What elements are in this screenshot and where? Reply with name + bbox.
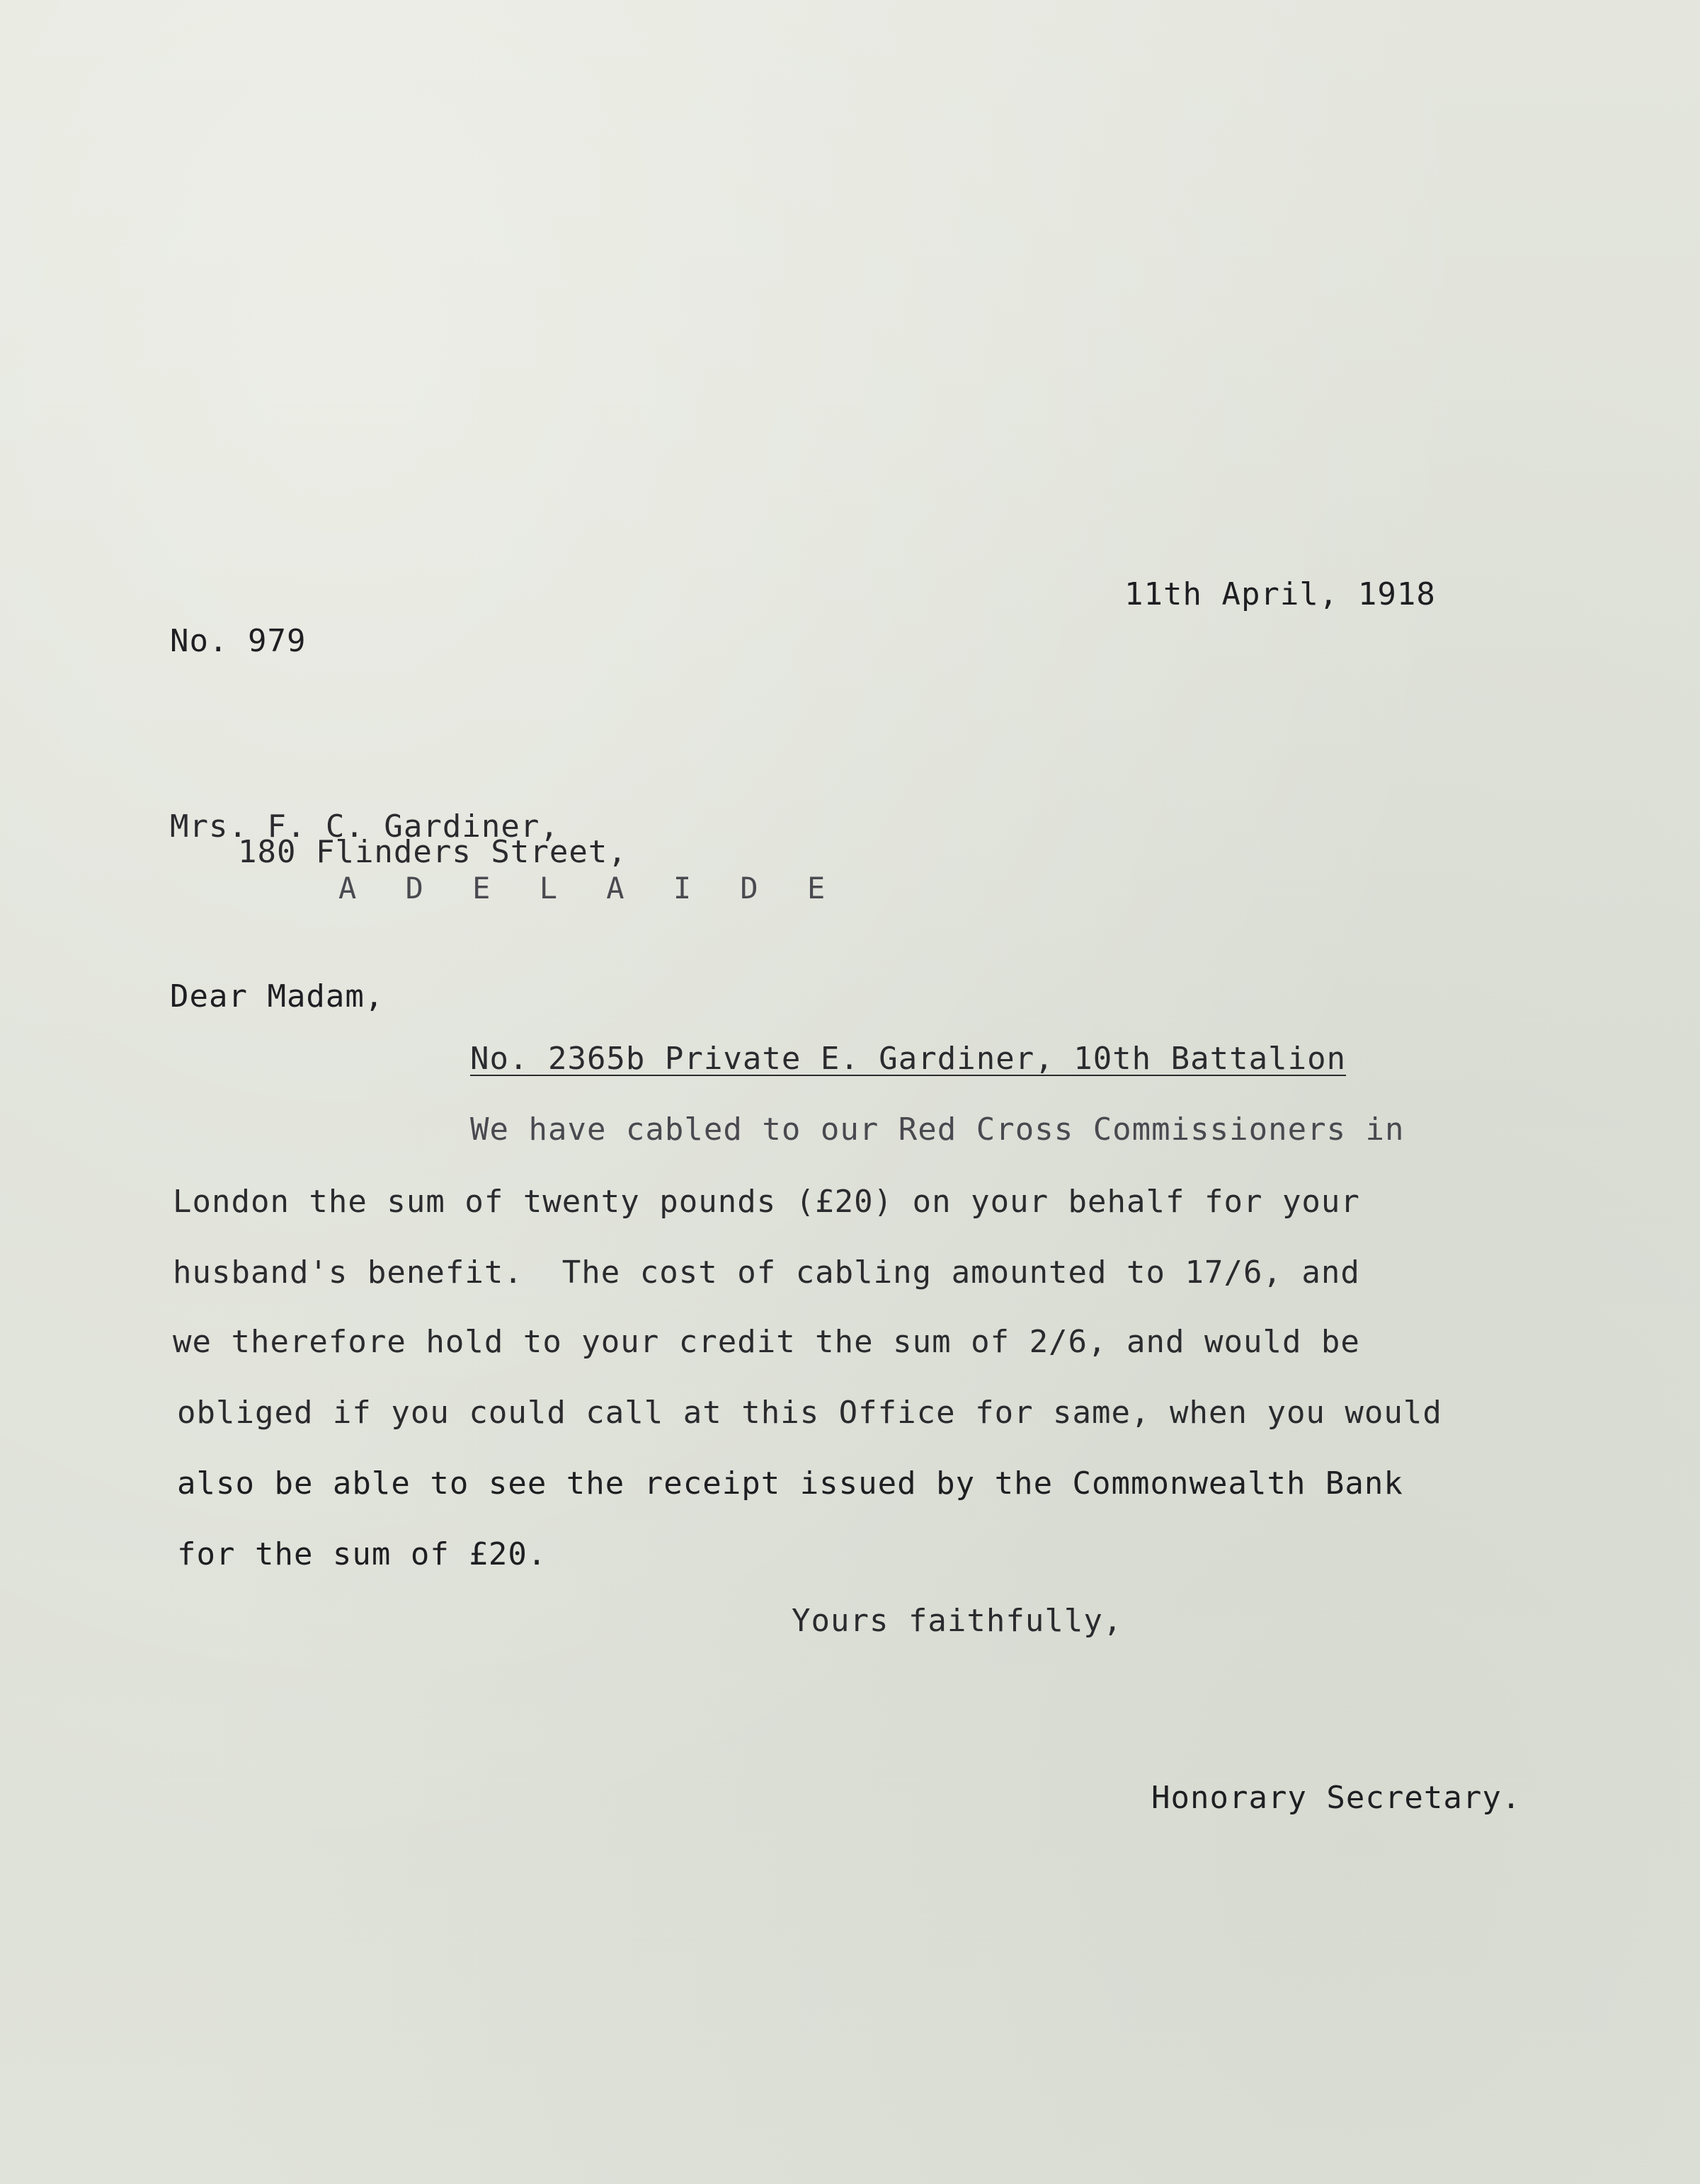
body-line: obliged if you could call at this Office for same, when you would <box>177 1395 1442 1431</box>
recipient-city: A D E L A I D E <box>338 871 841 905</box>
body-line: London the sum of twenty pounds (£20) on your behalf for your <box>173 1184 1360 1220</box>
reference-number: No. 979 <box>170 623 307 659</box>
subject-line: No. 2365b Private E. Gardiner, 10th Battalion <box>470 1041 1347 1077</box>
body-line: We have cabled to our Red Cross Commissioners in <box>470 1111 1405 1148</box>
recipient-street: 180 Flinders Street, <box>238 834 627 870</box>
body-line: also be able to see the receipt issued by the Commonwealth Bank <box>177 1465 1403 1502</box>
salutation: Dear Madam, <box>170 978 384 1014</box>
recipient-name: Mrs. F. C. Gardiner, <box>170 808 559 845</box>
letter-date: 11th April, 1918 <box>1124 576 1436 612</box>
signatory-title: Honorary Secretary. <box>1151 1780 1522 1816</box>
body-line: for the sum of £20. <box>177 1536 547 1572</box>
body-line: we therefore hold to your credit the sum of 2/6, and would be <box>173 1324 1360 1360</box>
closing: Yours faithfully, <box>792 1603 1123 1639</box>
body-line: husband's benefit. The cost of cabling amounted to 17/6, and <box>173 1254 1360 1291</box>
